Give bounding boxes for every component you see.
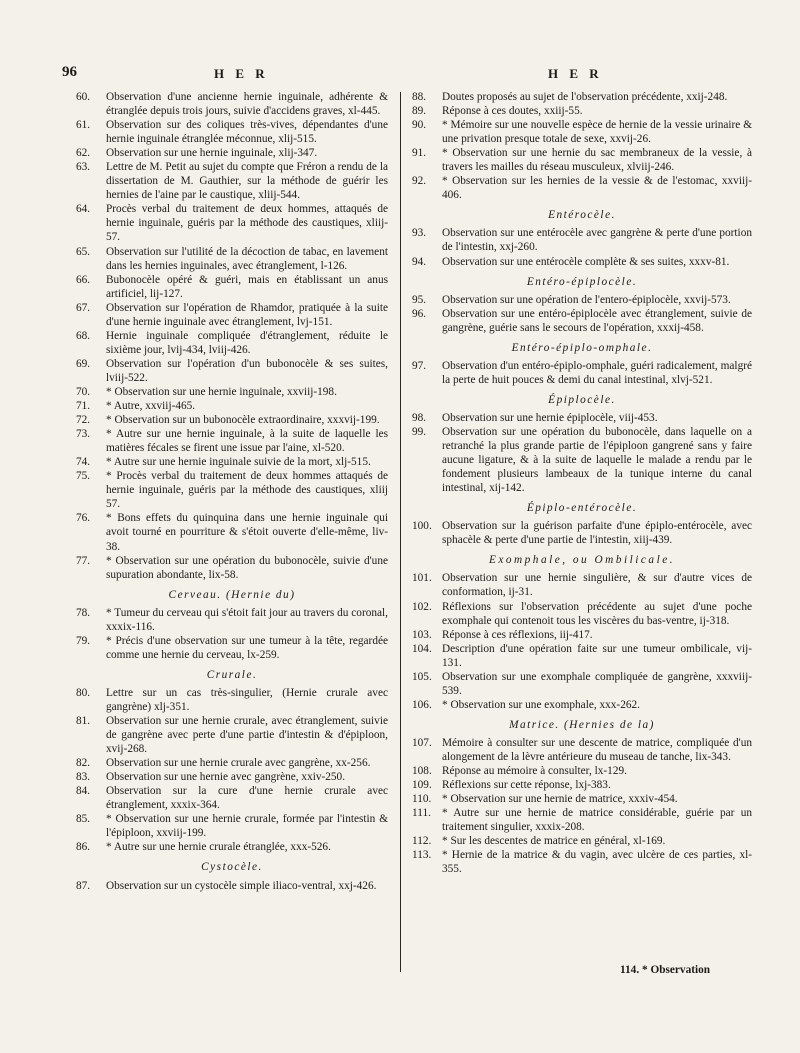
entry-number: 98. (412, 411, 427, 424)
entry-number: 113. (412, 849, 432, 862)
index-entry (76, 756, 388, 770)
running-head-right: H E R (548, 66, 603, 81)
entry-number: 97. (412, 359, 427, 372)
entry-text: * Hernie de la matrice & du vagin, avec ulcère de ces parties, xl-355. (442, 849, 752, 876)
entry-text: Observation sur une entérocèle complète & ses suites, xxxv-81. (442, 255, 730, 268)
entry-text: * Autre sur une hernie crurale étranglée, xxx-526. (106, 841, 331, 854)
index-entry (76, 118, 388, 146)
entry-text: Réponse à ces doutes, xxiij-55. (442, 105, 583, 118)
entry-text: Réflexions sur l'observation précédente au sujet d'une poche exomphale qui contenoit tous les viscères du bas-ventre, ij-318. (442, 600, 752, 627)
entry-text: * Observation sur une hernie de matrice, xxxiv-454. (442, 793, 678, 806)
entry-number: 111. (412, 807, 431, 820)
entry-number: 77. (76, 554, 91, 567)
index-entry (412, 425, 752, 495)
index-entry (76, 770, 388, 784)
index-entry (412, 307, 752, 335)
page-number: 96 (62, 64, 77, 80)
entry-text: Observation sur l'opération de Rhamdor, pratiquée à la suite d'une hernie inguinale avec étranglement, lvj-151. (106, 301, 388, 328)
entry-number: 71. (76, 400, 91, 413)
entry-text: Lettre de M. Petit au sujet du compte que Fréron a rendu de la dissertation de M. Gauthier, sur la méthode de guérir les hernies de l'aine par le caustique, xliij-544. (106, 161, 388, 202)
entry-number: 107. (412, 736, 432, 749)
entry-text: * Observation sur un bubonocèle extraordinaire, xxxvij-199. (106, 414, 380, 427)
entry-text: * Autre, xxviij-465. (106, 400, 196, 413)
index-entry (76, 202, 388, 244)
entry-text: Observation d'un entéro-épiplo-omphale, guéri radicalement, malgré la perte de huit pouces & demi du canal intestinal, xlvj-521. (442, 359, 752, 386)
entry-text: * Tumeur du cerveau qui s'étoit fait jour au travers du coronal, xxxix-116. (106, 606, 388, 633)
entry-text: * Précis d'une observation sur une tumeur à la tête, regardée comme une hernie du cerveau, lx-259. (106, 634, 388, 661)
index-entry (412, 834, 752, 848)
entry-number: 112. (412, 835, 432, 848)
entry-number: 74. (76, 456, 91, 469)
entry-number: 66. (76, 273, 91, 286)
entry-number: 109. (412, 779, 432, 792)
index-entry (76, 245, 388, 273)
entry-text: Observation sur un cystocèle simple iliaco-ventral, xxj-426. (106, 879, 377, 892)
entry-text: * Sur les descentes de matrice en général, xl-169. (442, 835, 666, 848)
index-entry (412, 628, 752, 642)
entry-number: 70. (76, 385, 91, 398)
index-entry (412, 848, 752, 876)
index-entry (412, 670, 752, 698)
section-heading: Entéro-épiplo-omphale. (511, 341, 653, 354)
entry-number: 105. (412, 670, 432, 683)
index-entry (76, 812, 388, 840)
entry-number: 93. (412, 227, 427, 240)
entry-text: Bubonocèle opéré & guéri, mais en établissant un anus artificiel, lij-127. (106, 273, 388, 300)
index-entry (76, 160, 388, 202)
entry-text: Observation sur une entérocèle avec gangrène & perte d'une portion de l'intestin, xxj-260. (442, 227, 752, 254)
entry-number: 75. (76, 470, 91, 483)
entry-text: Observation sur une opération du bubonocèle, dans laquelle on a retranché la plus grande partie de l'épiploon gangrené sans y faire aucune ligature, & à la suite de laquelle le malade a rendu par le fondement plusieurs lambeaux de la tunique interne du canal intestinal, xij-142. (442, 425, 752, 495)
entry-text: Observation sur une hernie crurale avec gangrène, xx-256. (106, 757, 371, 770)
entry-text: Observation sur des coliques très-vives, dépendantes d'une hernie inguinale étranglée méconnue, xlij-515. (106, 119, 388, 146)
entry-number: 90. (412, 119, 427, 132)
index-entry (412, 411, 752, 425)
index-entry (412, 293, 752, 307)
section-heading: Cerveau. (Hernie du) (168, 588, 296, 601)
entry-number: 62. (76, 147, 91, 160)
index-entry (76, 879, 388, 893)
section-heading: Entérocèle. (548, 209, 616, 222)
entry-number: 67. (76, 301, 91, 314)
entry-number: 61. (76, 119, 91, 132)
index-entry (76, 399, 388, 413)
entry-number: 81. (76, 715, 91, 728)
section-heading: Crurale. (206, 668, 258, 681)
catchword: 114. * Observation (620, 964, 711, 976)
index-entry (412, 118, 752, 146)
entry-text: Réponse au mémoire à consulter, lx-129. (442, 765, 627, 778)
index-entry (76, 455, 388, 469)
entry-text: * Procès verbal du traitement de deux hommes attaqués de hernie inguinale, guéris par la méthode des caustiques, xliij 57. (106, 470, 388, 511)
entry-text: Mémoire à consulter sur une descente de matrice, compliquée d'un alongement de la lèvre antérieure du museau de tanche, lix-343. (442, 736, 752, 763)
section-heading: Matrice. (Hernies de la) (509, 718, 655, 731)
index-entry (76, 686, 388, 714)
index-entry (76, 606, 388, 634)
entry-number: 78. (76, 606, 91, 619)
index-entry (76, 469, 388, 511)
entry-text: Observation sur une entéro-épiplocèle avec étranglement, suivie de gangrène, guérie sans le secours de l'opération, xxxij-458. (442, 307, 752, 334)
index-entry (412, 792, 752, 806)
entry-text: * Observation sur une hernie inguinale, xxviij-198. (106, 385, 337, 398)
index-entry (412, 226, 752, 254)
entry-number: 86. (76, 841, 91, 854)
entry-number: 100. (412, 520, 432, 533)
entry-text: * Bons effets du quinquina dans une hernie inguinale qui avoit tourné en pourriture & s'étoit ouverte d'elle-même, liv-38. (106, 512, 388, 553)
entry-text: Observation sur une exomphale compliquée de gangrène, xxxviij-539. (442, 670, 752, 697)
entry-number: 106. (412, 698, 432, 711)
entry-text: Observation sur une hernie inguinale, xlij-347. (106, 147, 318, 160)
index-entry (412, 146, 752, 174)
index-entry (76, 301, 388, 329)
index-entry (412, 359, 752, 387)
entry-number: 83. (76, 771, 91, 784)
index-entry (76, 90, 388, 118)
index-entry (76, 273, 388, 301)
index-entry (412, 642, 752, 670)
index-entry (412, 519, 752, 547)
entry-text: Observation sur la cure d'une hernie crurale avec étranglement, xxxix-364. (106, 785, 388, 812)
entry-text: * Observation sur une hernie du sac membraneux de la vessie, à travers les mailles du réseau musculeux, xlviij-246. (442, 147, 752, 174)
entry-number: 80. (76, 686, 91, 699)
index-entry (76, 413, 388, 427)
entry-number: 88. (412, 91, 427, 103)
index-entry (76, 784, 388, 812)
entry-number: 72. (76, 414, 91, 427)
entry-number: 68. (76, 329, 91, 342)
entry-number: 79. (76, 634, 91, 647)
index-entry (76, 146, 388, 160)
index-entry (412, 698, 752, 712)
entry-text: Observation sur une hernie avec gangrène, xxiv-250. (106, 771, 346, 784)
section-heading: Cystocèle. (201, 861, 263, 874)
index-entry (76, 554, 388, 582)
entry-number: 84. (76, 785, 91, 798)
section-heading: Exomphale, ou Ombilicale. (488, 554, 676, 567)
entry-number: 63. (76, 161, 91, 174)
entry-text: Observation sur une hernie crurale, avec étranglement, suivie de gangrène avec perte d'une partie d'intestin & d'épiploon, xvij-268. (106, 715, 388, 756)
index-entry (412, 778, 752, 792)
entry-number: 101. (412, 572, 432, 585)
index-entry (76, 329, 388, 357)
entry-text: * Autre sur une hernie inguinale suivie de la mort, xlj-515. (106, 456, 371, 469)
entry-text: Observation sur une hernie singulière, & sur d'autre vices de conformation, ij-31. (442, 572, 752, 599)
section-heading: Épiplocèle. (548, 393, 616, 406)
entry-number: 87. (76, 879, 91, 892)
entry-text: Observation sur une hernie épiplocèle, viij-453. (442, 411, 658, 424)
entry-text: Observation sur l'utilité de la décoction de tabac, en lavement dans les hernies inguinales, avec étranglement, l-126. (106, 245, 388, 272)
index-entry (412, 90, 752, 104)
entry-number: 65. (76, 245, 91, 258)
index-entry (76, 357, 388, 385)
index-entry (412, 174, 752, 202)
entry-number: 91. (412, 147, 427, 160)
section-heading: Entéro-épiplocèle. (526, 275, 638, 288)
entry-text: Procès verbal du traitement de deux hommes, attaqués de hernie inguinale, guéris par la méthode des caustiques, xliij-57. (106, 203, 388, 244)
index-entry (412, 764, 752, 778)
entry-number: 64. (76, 203, 91, 216)
entry-text: * Autre sur une hernie de matrice considérable, guérie par un traitement singulier, xxxix-208. (442, 807, 752, 834)
entry-number: 103. (412, 628, 432, 641)
index-entry (412, 104, 752, 118)
entry-text: * Observation sur les hernies de la vessie & de l'estomac, xxviij-406. (442, 175, 752, 202)
index-entry (412, 255, 752, 269)
entry-text: Réponse à ces réflexions, iij-417. (442, 628, 593, 641)
section-heading: Épiplo-entérocèle. (526, 502, 638, 515)
entry-number: 110. (412, 793, 432, 806)
index-entry (412, 600, 752, 628)
entry-text: Observation sur une opération de l'entero-épiplocèle, xxvij-573. (442, 293, 731, 306)
entry-text: Observation d'une ancienne hernie inguinale, adhérente & étranglée depuis trois jours, suivie d'accidens graves, xl-445. (106, 91, 388, 118)
index-entry (76, 634, 388, 662)
entry-text: * Observation sur une hernie crurale, formée par l'intestin & l'épiploon, xxviij-199. (106, 813, 388, 840)
entry-number: 69. (76, 357, 91, 370)
entry-text: Observation sur l'opération d'un bubonocèle & ses suites, lviij-522. (106, 357, 388, 384)
left-column (76, 90, 388, 893)
entry-text: Description d'une opération faite sur une tumeur ombilicale, vij-131. (442, 642, 752, 669)
index-entry (76, 427, 388, 455)
entry-text: * Autre sur une hernie inguinale, à la suite de laquelle les matières fécales se firent une issue par l'aine, xl-520. (106, 428, 388, 455)
entry-number: 60. (76, 91, 91, 103)
entry-number: 85. (76, 813, 91, 826)
index-entry (76, 385, 388, 399)
entry-number: 76. (76, 512, 91, 525)
entry-text: Lettre sur un cas très-singulier, (Hernie crurale avec gangrène) xlj-351. (106, 686, 388, 713)
entry-number: 96. (412, 307, 427, 320)
entry-text: * Mémoire sur une nouvelle espèce de hernie de la vessie urinaire & une privation presque totale de sexe, xxvij-26. (442, 119, 752, 146)
entry-text: Réflexions sur cette réponse, lxj-383. (442, 779, 611, 792)
entry-text: Doutes proposés au sujet de l'observation précédente, xxij-248. (442, 91, 728, 103)
entry-number: 92. (412, 175, 427, 188)
entry-text: * Observation sur une exomphale, xxx-262. (442, 698, 640, 711)
entry-text: Observation sur la guérison parfaite d'une épiplo-entérocèle, avec sphacèle & perte d'une partie de l'intestin, xiij-439. (442, 520, 752, 547)
entry-number: 82. (76, 757, 91, 770)
entry-number: 89. (412, 105, 427, 118)
column-divider (400, 92, 401, 972)
index-entry (76, 840, 388, 854)
entry-number: 99. (412, 425, 427, 438)
index-entry (412, 806, 752, 834)
entry-number: 108. (412, 765, 432, 778)
index-entry (76, 511, 388, 553)
entry-number: 104. (412, 642, 432, 655)
index-entry (412, 736, 752, 764)
entry-number: 73. (76, 428, 91, 441)
entry-number: 95. (412, 293, 427, 306)
entry-text: Hernie inguinale compliquée d'étranglement, réduite le sixième jour, lvij-434, lviij-426. (106, 329, 388, 356)
entry-text: * Observation sur une opération du bubonocèle, suivie d'une supuration abondante, lix-58. (106, 554, 388, 581)
entry-number: 94. (412, 255, 427, 268)
index-entry (76, 714, 388, 756)
running-head-left: H E R (214, 66, 269, 81)
right-column (412, 90, 752, 876)
index-entry (412, 571, 752, 599)
entry-number: 102. (412, 600, 432, 613)
